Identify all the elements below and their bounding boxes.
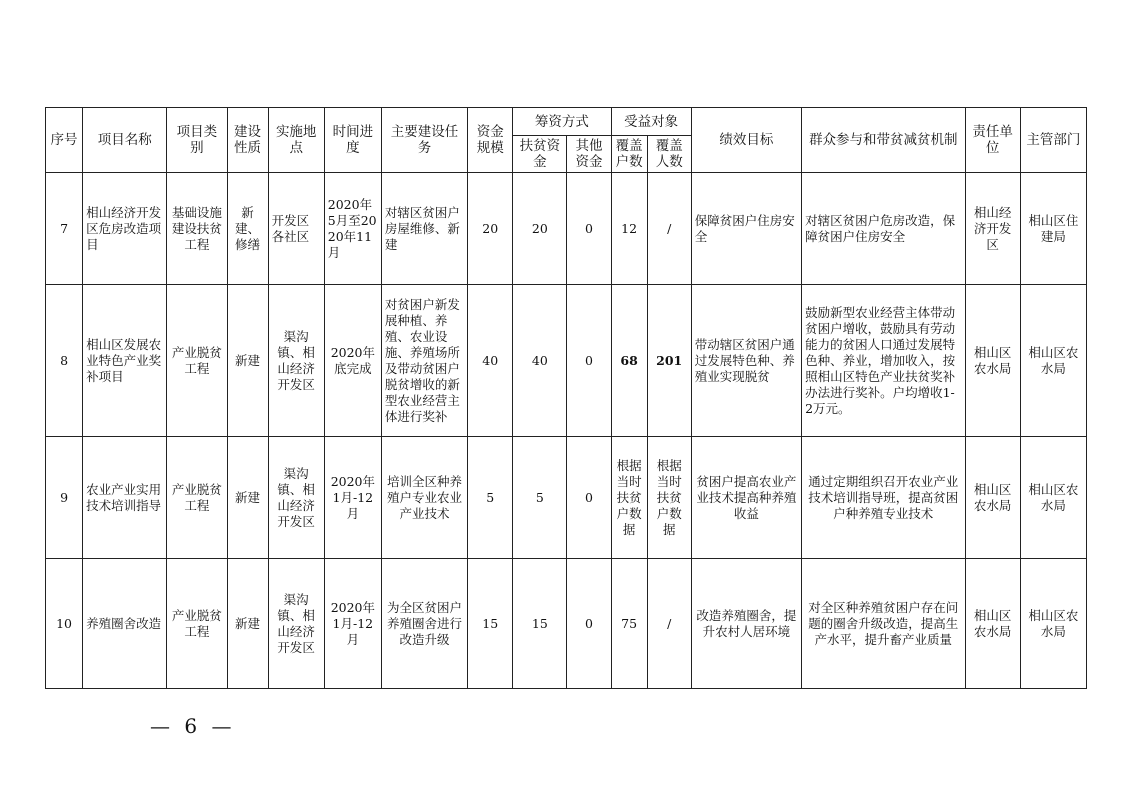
cell-people: /: [647, 559, 691, 689]
cell-tasks: 对辖区贫困户房屋维修、新建: [381, 173, 467, 285]
cell-tasks: 培训全区种养殖户专业农业产业技术: [381, 437, 467, 559]
cell-seq: 7: [46, 173, 83, 285]
cell-seq: 8: [46, 285, 83, 437]
cell-mechanism: 通过定期组织召开农业产业技术培训指导班，提高贫困户种养殖专业技术: [802, 437, 965, 559]
cell-scale: 5: [468, 437, 513, 559]
cell-category: 产业脱贫工程: [167, 437, 227, 559]
cell-category: 产业脱贫工程: [167, 559, 227, 689]
cell-households: 68: [611, 285, 647, 437]
table-row: [46, 437, 1087, 559]
cell-funding-poverty: 40: [513, 285, 567, 437]
cell-funding-poverty: 5: [513, 437, 567, 559]
header-dept: 主管部门: [1020, 108, 1086, 173]
cell-dept: 相山区农水局: [1020, 437, 1086, 559]
cell-funding-poverty: 15: [513, 559, 567, 689]
header-seq: 序号: [46, 108, 83, 173]
page-number: — 6 —: [150, 714, 236, 738]
cell-funding-other: 0: [567, 437, 611, 559]
header-beneficiary: 受益对象: [611, 108, 691, 136]
cell-name: 农业产业实用技术培训指导: [83, 437, 167, 559]
table-row: [46, 559, 1087, 689]
header-tasks: 主要建设任务: [381, 108, 467, 173]
cell-schedule: 2020年1月-12月: [324, 559, 381, 689]
header-funding-other: 其他资金: [567, 136, 611, 173]
cell-people: 根据当时扶贫户数据: [647, 437, 691, 559]
header-name: 项目名称: [83, 108, 167, 173]
cell-category: 基础设施建设扶贫工程: [167, 173, 227, 285]
cell-funding-poverty: 20: [513, 173, 567, 285]
header-nature: 建设性质: [227, 108, 268, 173]
cell-mechanism: 对全区种养殖贫困户存在问题的圈舍升级改造，提高生产水平，提升畜产业质量: [802, 559, 965, 689]
cell-households: 根据当时扶贫户数据: [611, 437, 647, 559]
header-scale: 资金规模: [468, 108, 513, 173]
cell-location: 渠沟镇、相山经济开发区: [268, 437, 324, 559]
table-row: [46, 173, 1087, 285]
cell-funding-other: 0: [567, 559, 611, 689]
cell-funding-other: 0: [567, 173, 611, 285]
header-location: 实施地点: [268, 108, 324, 173]
cell-nature: 新建: [227, 559, 268, 689]
cell-tasks: 为全区贫困户养殖圈舍进行改造升级: [381, 559, 467, 689]
cell-goal: 保障贫困户住房安全: [691, 173, 801, 285]
header-mechanism: 群众参与和带贫减贫机制: [802, 108, 965, 173]
cell-schedule: 2020年1月-12月: [324, 437, 381, 559]
cell-schedule: 2020年底完成: [324, 285, 381, 437]
cell-category: 产业脱贫工程: [167, 285, 227, 437]
cell-dept: 相山区住建局: [1020, 173, 1086, 285]
cell-unit: 相山区农水局: [965, 559, 1020, 689]
cell-nature: 新建、修缮: [227, 173, 268, 285]
cell-unit: 相山区农水局: [965, 437, 1020, 559]
header-unit: 责任单位: [965, 108, 1020, 173]
cell-location: 开发区各社区: [268, 173, 324, 285]
header-category: 项目类别: [167, 108, 227, 173]
project-table: [45, 107, 1087, 689]
cell-goal: 带动辖区贫困户通过发展特色种、养殖业实现脱贫: [691, 285, 801, 437]
cell-nature: 新建: [227, 285, 268, 437]
cell-dept: 相山区农水局: [1020, 559, 1086, 689]
cell-schedule: 2020年5月至2020年11月: [324, 173, 381, 285]
cell-households: 12: [611, 173, 647, 285]
cell-location: 渠沟镇、相山经济开发区: [268, 559, 324, 689]
cell-people: /: [647, 173, 691, 285]
cell-scale: 15: [468, 559, 513, 689]
cell-goal: 改造养殖圈舍，提升农村人居环境: [691, 559, 801, 689]
cell-seq: 10: [46, 559, 83, 689]
cell-funding-other: 0: [567, 285, 611, 437]
cell-scale: 40: [468, 285, 513, 437]
header-households: 覆盖户数: [611, 136, 647, 173]
cell-name: 相山经济开发区危房改造项目: [83, 173, 167, 285]
cell-scale: 20: [468, 173, 513, 285]
cell-location: 渠沟镇、相山经济开发区: [268, 285, 324, 437]
header-goal: 绩效目标: [691, 108, 801, 173]
cell-name: 相山区发展农业特色产业奖补项目: [83, 285, 167, 437]
cell-tasks: 对贫困户新发展种植、养殖、农业设施、养殖场所及带动贫困户脱贫增收的新型农业经营主体进行奖补: [381, 285, 467, 437]
cell-nature: 新建: [227, 437, 268, 559]
header-funding: 筹资方式: [513, 108, 611, 136]
cell-seq: 9: [46, 437, 83, 559]
cell-name: 养殖圈舍改造: [83, 559, 167, 689]
cell-mechanism: 对辖区贫困户危房改造，保障贫困户住房安全: [802, 173, 965, 285]
cell-people: 201: [647, 285, 691, 437]
header-people: 覆盖人数: [647, 136, 691, 173]
header-funding-poverty: 扶贫资金: [513, 136, 567, 173]
cell-households: 75: [611, 559, 647, 689]
header-schedule: 时间进度: [324, 108, 381, 173]
cell-unit: 相山区农水局: [965, 285, 1020, 437]
cell-goal: 贫困户提高农业产业技术提高种养殖收益: [691, 437, 801, 559]
cell-mechanism: 鼓励新型农业经营主体带动贫困户增收，鼓励具有劳动能力的贫困人口通过发展特色种、养业，增加收入，按照相山区特色产业扶贫奖补办法进行奖补。户均增收1-2万元。: [802, 285, 965, 437]
cell-unit: 相山经济开发区: [965, 173, 1020, 285]
table-row: [46, 285, 1087, 437]
cell-dept: 相山区农水局: [1020, 285, 1086, 437]
